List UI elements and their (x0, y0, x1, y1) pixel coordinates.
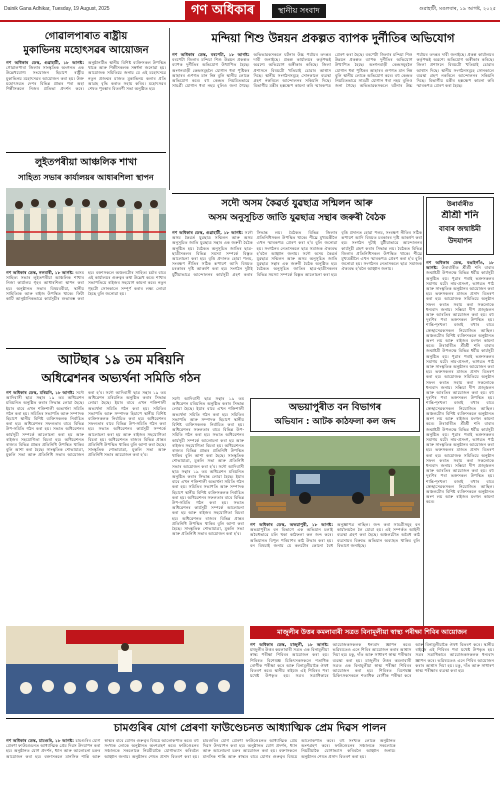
conference-headline-2: অধিৱেশনৰ অভ্যৰ্থনা সমিতি গঠন (41, 371, 201, 385)
goalpara-body (6, 60, 166, 150)
forest-text: অভয়াপুৰীত বন বিভাগে এক অভিযান চলাই অবৈধভাৱে চলি থকা কাঠফলা কল জব্দ কৰে। অভিযানত বিপুল পৰিমাণৰ কাঠ উদ্ধাৰ কৰা হয়। বন বিষয়াই জনায় যে কলটোৰ কোনো বৈধ অনুজ্ঞাপত্ৰ নাছিল। জব্দ কৰা সামগ্ৰীসমূহ বন কাৰ্যালয়লৈ লৈ যোৱা হয়। এই সম্পৰ্কত আইনী ব্যৱস্থা গ্ৰহণ কৰা হৈছে। অঞ্চলটোত অবৈধ কাঠ ব্যৱসায়ৰ বিৰুদ্ধে অভিযান অব্যাহত থাকিব বুলি বিভাগে জনাইছে। (250, 522, 420, 548)
library-body (6, 270, 166, 344)
shani-text: উৰাৰ্বাৰীত শ্ৰীশ্ৰী শনি বাবাৰ জন্মাষ্টমী উপলক্ষে বিভিন্ন ধৰ্মীয় কাৰ্যসূচী অনুষ্ঠিত হয়। পুৱাৰ পৰাই ভক্তসকলৰ সমাগম ঘটে। নাম-প্ৰসংগ, ভাগৱত পাঠ আৰু সাংস্কৃতিক অনুষ্ঠানৰ আয়োজন কৰা হয়। ভক্তসকলৰ মাজত প্ৰসাদ বিতৰণ কৰা হয়। আয়োজক সমিতিয়ে অনুষ্ঠান সফল কৰাত সহায় কৰা সকলোকে ধন্যবাদ জনায়। সন্ধিয়া দীপ প্ৰজ্জ্বলন আৰু আৰতিৰ আয়োজন কৰা হয়। বহু দূৰণিৰ পৰা ভক্তসকল উপস্থিত হয়। শান্তি-শৃংখলা বজাই ৰখাৰ বাবে স্বেচ্ছাসেৱকসকল নিয়োজিত আছিল। অঞ্চলটোৰ বিশিষ্ট ব্যক্তিসকলে অনুষ্ঠানত অংশ লয় আৰু ৰাইজৰ মংগল কামনা কৰে। (426, 265, 494, 349)
library-byline: গণ অধিকাৰ ডেস্ক, নলবাৰী, ১৮ আগষ্ট: (6, 270, 76, 275)
yoga-body (6, 738, 494, 790)
anganwadi-text-cont: বৰপেটা জিলাৰ মন্দিয়া শিশু উন্নয়ন প্ৰকল্পত ব্যাপক দুৰ্নীতিৰ অভিযোগ উত্থাপিত হৈছে। অংগনবাড়ী কেন্দ্ৰসমূহলৈ যোগান ধৰা পুষ্টিকৰ আহাৰৰ গুণগত মান নিম্ন বুলি স্থানীয় লোকে অভিযোগ কৰে। বহু কেন্দ্ৰত নিয়মিতভাৱে সামগ্ৰী যোগান ধৰা নহয় বুলিও জনা গৈছে। অভিভাৱকসকলে ঘটনাৰ উচ্চ পৰ্যায়ৰ তদন্তৰ দাবী জনাইছে। প্ৰকল্প কাৰ্যালয়ৰ কৰ্তৃপক্ষই অৱশ্যে অভিযোগ অস্বীকাৰ কৰিছে। জিলা প্ৰশাসনে বিষয়টো খতিয়াই চোৱাৰ আশ্বাস দিছে। স্থানীয় সংগঠনসমূহে সোনকালে ব্যৱস্থা গ্ৰহণ নকৰিলে আন্দোলনৰ সকিয়নি দিছে। বিভাগীয় মন্ত্ৰীৰ হস্তক্ষেপ কামনা কৰি স্মাৰকপত্ৰ প্ৰেৰণ কৰা হৈছে। (335, 52, 494, 89)
forest-body (250, 522, 420, 622)
newspaper-logo: গণ অধিকাৰ (185, 1, 260, 21)
anganwadi-headline: মন্দিয়া শিশু উন্নয়ন প্ৰকল্পত ব্যাপক দুৰ্নীতিৰ অভিযোগ (211, 31, 455, 45)
anganwadi-text: বৰপেটা জিলাৰ মন্দিয়া শিশু উন্নয়ন প্ৰকল্পত ব্যাপক দুৰ্নীতিৰ অভিযোগ উত্থাপিত হৈছে। অংগনবাড়ী কেন্দ্ৰসমূহলৈ যোগান ধৰা পুষ্টিকৰ আহাৰৰ গুণগত মান নিম্ন বুলি স্থানীয় লোকে অভিযোগ কৰে। বহু কেন্দ্ৰত নিয়মিতভাৱে সামগ্ৰী যোগান ধৰা নহয় বুলিও জনা গৈছে। অভিভাৱকসকলে ঘটনাৰ উচ্চ পৰ্যায়ৰ তদন্তৰ দাবী জনাইছে। প্ৰকল্প কাৰ্যালয়ৰ কৰ্তৃপক্ষই অৱশ্যে অভিযোগ অস্বীকাৰ কৰিছে। জিলা প্ৰশাসনে বিষয়টো খতিয়াই চোৱাৰ আশ্বাস দিছে। স্থানীয় সংগঠনসমূহে সোনকালে ব্যৱস্থা গ্ৰহণ নকৰিলে আন্দোলনৰ সকিয়নি দিছে। বিভাগীয় মন্ত্ৰীৰ হস্তক্ষেপ কামনা কৰি স্মাৰকপত্ৰ প্ৰেৰণ কৰা হৈছে। (172, 52, 366, 89)
student-text-cont: সদৌ অসম কৈৱৰ্ত যুৱছাত্ৰ সন্মিলন আৰু অসম অনুসূচিত জাতি যুৱছাত্ৰ সন্থাৰ এক জৰুৰী বৈঠক অনুষ্ঠিত হয়। বৈঠকত অনুসূচিত জাতিৰ ছাত্ৰ-ছাত্ৰীসকলৰ বিভিন্ন সমস্যা সম্পৰ্কে বিস্তৃত আলোচনা কৰা হয়। বৃত্তি প্ৰদানত হোৱা পলম, সংৰক্ষণ নীতিৰ সঠিক ৰূপায়ণ আদি বিষয়ত চৰকাৰৰ দৃষ্টি আকৰ্ষণ কৰা হয়। সংগঠন দুটাই যুটীয়াভাৱে আন্দোলনৰ কাৰ্যসূচী গ্ৰহণ কৰাৰ সিদ্ধান্ত লয়। বৈঠকত বিভিন্ন জিলাৰ প্ৰতিনিধিসকল উপস্থিত থাকে। শীঘ্ৰে মুখ্যমন্ত্ৰীলৈ এখন স্মাৰকপত্ৰ প্ৰেৰণ কৰা হ'ব বুলি জনোৱা হয়। সংগঠনৰ নেতাসকলে ছাত্ৰ সমাজক ঐক্যবদ্ধ হ'বলৈ আহ্বান জনায়। (256, 230, 422, 277)
divider (6, 718, 494, 719)
shani-headline-3: বাবাৰ জন্মাষ্টমী (439, 225, 481, 233)
yoga-photo (6, 626, 244, 714)
library-headline-2: সাহিত্য সভাৰ কাৰ্যালয়ৰ আধাৰশিলা স্থাপন (18, 173, 154, 182)
masthead (0, 0, 500, 22)
yoga-byline: গণ অধিকাৰ ডেস্ক, চামগুৰি, ১৮ আগষ্ট: (6, 738, 76, 743)
health-headline: মাজুলীৰ উত্তৰ কমলাবাৰী সত্ৰত বিনামূলীয়া স্বাস্থ্য পৰীক্ষা শিবিৰ আয়োজন (250, 626, 494, 639)
anganwadi-body (172, 52, 494, 190)
conference-text-cont: সদৌ আদিবাসী ছাত্ৰ সন্থাৰ ১৯ তম অধিৱেশন মৰিয়নিত অনুষ্ঠিত কৰাৰ সিদ্ধান্ত লোৱা হৈছে। ইয়াৰ বাবে এখন শক্তিশালী অভ্যৰ্থনা সমিতি গঠন কৰা হয়। সমিতিৰ সভাপতি আৰু সম্পাদক হিচাপে স্থানীয় বিশিষ্ট ব্যক্তিসকলক নিৰ্বাচিত কৰা হয়। অধিৱেশনৰ সফলতাৰ বাবে বিভিন্ন উপ-সমিতি গঠন কৰা হয়। সভাত অধিৱেশনৰ কাৰ্যসূচী সম্পৰ্কে আলোচনা কৰা হয় আৰু ৰাইজৰ সহযোগিতা বিচৰা হয়। অধিৱেশনত ৰাজ্যৰ বিভিন্ন প্ৰান্তৰ প্ৰতিনিধি উপস্থিত থাকিব বুলি আশা কৰা হৈছে। সাংস্কৃতিক শোভাযাত্ৰা, মুকলি সভা আৰু প্ৰতিনিধি সভাৰ আয়োজন কৰা হ'ব। (88, 390, 166, 458)
divider (6, 152, 166, 153)
divider (172, 193, 494, 194)
shani-body (426, 260, 494, 652)
student-headline-1: সদৌ অসম কৈৱৰ্ত যুৱছাত্ৰ সন্মিলন আৰু (221, 198, 373, 209)
forest-byline: গণ অধিকাৰ ডেস্ক, অভয়াপুৰী, ১৮ আগষ্ট: (250, 522, 333, 527)
column-divider (169, 28, 170, 190)
goalpara-headline-1: গোৱালপাৰাত ৰাষ্ট্ৰীয় (44, 31, 128, 42)
goalpara-byline: গণ অধিকাৰ ডেস্ক, গুৱাহাটী, ১৮ আগষ্ট: (6, 60, 84, 65)
health-text: মাজুলীৰ উত্তৰ কমলাবাৰী সত্ৰত এক বিনামূলীয়া স্বাস্থ্য পৰীক্ষা শিবিৰৰ আয়োজন কৰা হয়। শিবিৰত বিশেষজ্ঞ চিকিৎসকসকলে শতাধিক ৰোগীক পৰীক্ষা কৰে আৰু বিনামূলীয়াকৈ ঔষধ বিতৰণ কৰে। স্থানীয় ৰাইজে এই শিবিৰৰ পৰা যথেষ্ট উপকৃত হয়। সত্ৰৰ সত্ৰাধিকাৰে আয়োজকসকলক ধন্যবাদ জ্ঞাপন কৰে। ভৱিষ্যতেও এনে শিবিৰ আয়োজন কৰাৰ আশ্বাস দিয়া হয়। চকু, দাঁত আৰু সাধাৰণ স্বাস্থ্য পৰীক্ষাৰ ব্যৱস্থা কৰা হয়। (250, 642, 412, 679)
masthead-date-as: গুৱাহাটী, মঙলবাৰ, ১৯ আগষ্ট, ২০২৫ (419, 6, 496, 12)
conference-text-cont3: সদৌ আদিবাসী ছাত্ৰ সন্থাৰ ১৯ তম অধিৱেশন মৰিয়নিত অনুষ্ঠিত কৰাৰ সিদ্ধান্ত লোৱা হৈছে। ইয়াৰ বাবে এখন শক্তিশালী অভ্যৰ্থনা সমিতি গঠন কৰা হয়। সমিতিৰ সভাপতি আৰু সম্পাদক হিচাপে স্থানীয় বিশিষ্ট ব্যক্তিসকলক নিৰ্বাচিত কৰা হয়। অধিৱেশনৰ সফলতাৰ বাবে বিভিন্ন উপ-সমিতি গঠন কৰা হয়। সভাত অধিৱেশনৰ কাৰ্যসূচী সম্পৰ্কে আলোচনা কৰা হয় আৰু ৰাইজৰ সহযোগিতা বিচৰা হয়। অধিৱেশনত ৰাজ্যৰ বিভিন্ন প্ৰান্তৰ প্ৰতিনিধি উপস্থিত থাকিব বুলি আশা কৰা হৈছে। সাংস্কৃতিক শোভাযাত্ৰা, মুকলি সভা আৰু প্ৰতিনিধি সভাৰ আয়োজন কৰা হ'ব। (172, 463, 244, 537)
column-divider (423, 196, 424, 652)
section-tag: স্থানীয় সংবাদ (272, 4, 326, 18)
shani-text-cont: উৰাৰ্বাৰীত শ্ৰীশ্ৰী শনি বাবাৰ জন্মাষ্টমী উপলক্ষে বিভিন্ন ধৰ্মীয় কাৰ্যসূচী অনুষ্ঠিত হয়। পুৱাৰ পৰাই ভক্তসকলৰ সমাগম ঘটে। নাম-প্ৰসংগ, ভাগৱত পাঠ আৰু সাংস্কৃতিক অনুষ্ঠানৰ আয়োজন কৰা হয়। ভক্তসকলৰ মাজত প্ৰসাদ বিতৰণ কৰা হয়। আয়োজক সমিতিয়ে অনুষ্ঠান সফল কৰাত সহায় কৰা সকলোকে ধন্যবাদ জনায়। সন্ধিয়া দীপ প্ৰজ্জ্বলন আৰু আৰতিৰ আয়োজন কৰা হয়। বহু দূৰণিৰ পৰা ভক্তসকল উপস্থিত হয়। শান্তি-শৃংখলা বজাই ৰখাৰ বাবে স্বেচ্ছাসেৱকসকল নিয়োজিত আছিল। অঞ্চলটোৰ বিশিষ্ট ব্যক্তিসকলে অনুষ্ঠানত অংশ লয় আৰু ৰাইজৰ মংগল কামনা কৰে। (426, 343, 494, 427)
yoga-text: চামগুৰিৰ যোগ প্ৰেৰণা ফাউণ্ডেচনত আধ্যাত্মিক প্ৰেম দিৱস উদযাপন কৰা হয়। অনুষ্ঠানত যোগ প্ৰদৰ্শন, ধ্যান আৰু আলোচনা চক্ৰৰ আয়োজন কৰা হয়। বক্তাসকলে মানসিক শান্তি আৰু স্বাস্থ্যৰ বাবে যোগৰ গুৰুত্বৰ বিষয়ে আলোকপাত কৰে। বহু সংখ্যক লোকে অনুষ্ঠানত অংশগ্ৰহণ কৰে। ফাউণ্ডেচনৰ সঞ্চালকে সকলোকে নিয়মীয়াকৈ যোগাভ্যাস কৰিবলৈ আহ্বান জনায়। অনুষ্ঠানৰ শেষত প্ৰসাদ বিতৰণ কৰা হয়। (6, 738, 199, 759)
anganwadi-byline: গণ অধিকাৰ ডেস্ক, বৰপেটা, ১৮ আগষ্ট: (172, 52, 250, 57)
student-byline: গণ অধিকাৰ ডেস্ক, গুৱাহাটী, ১৮ আগষ্ট: (172, 230, 245, 235)
conference-byline: গণ অধিকাৰ ডেস্ক, মৰিয়নি, ১৮ আগষ্ট: (6, 390, 77, 395)
student-headline-2: অসম অনুসূচিত জাতি যুৱছাত্ৰ সন্থাৰ জৰুৰী বৈঠক (208, 213, 386, 223)
shani-text-cont2: উৰাৰ্বাৰীত শ্ৰীশ্ৰী শনি বাবাৰ জন্মাষ্টমী উপলক্ষে বিভিন্ন ধৰ্মীয় কাৰ্যসূচী অনুষ্ঠিত হয়। পুৱাৰ পৰাই ভক্তসকলৰ সমাগম ঘটে। নাম-প্ৰসংগ, ভাগৱত পাঠ আৰু সাংস্কৃতিক অনুষ্ঠানৰ আয়োজন কৰা হয়। ভক্তসকলৰ মাজত প্ৰসাদ বিতৰণ কৰা হয়। আয়োজক সমিতিয়ে অনুষ্ঠান সফল কৰাত সহায় কৰা সকলোকে ধন্যবাদ জনায়। সন্ধিয়া দীপ প্ৰজ্জ্বলন আৰু আৰতিৰ আয়োজন কৰা হয়। বহু দূৰণিৰ পৰা ভক্তসকল উপস্থিত হয়। শান্তি-শৃংখলা বজাই ৰখাৰ বাবে স্বেচ্ছাসেৱকসকল নিয়োজিত আছিল। অঞ্চলটোৰ বিশিষ্ট ব্যক্তিসকলে অনুষ্ঠানত অংশ লয় আৰু ৰাইজৰ মংগল কামনা কৰে। (426, 421, 494, 505)
health-text-cont: মাজুলীৰ উত্তৰ কমলাবাৰী সত্ৰত এক বিনামূলীয়া স্বাস্থ্য পৰীক্ষা শিবিৰৰ আয়োজন কৰা হয়। শিবিৰত বিশেষজ্ঞ চিকিৎসকসকলে শতাধিক ৰোগীক পৰীক্ষা কৰে আৰু বিনামূলীয়াকৈ ঔষধ বিতৰণ কৰে। স্থানীয় ৰাইজে এই শিবিৰৰ পৰা যথেষ্ট উপকৃত হয়। সত্ৰৰ সত্ৰাধিকাৰে আয়োজকসকলক ধন্যবাদ জ্ঞাপন কৰে। ভৱিষ্যতেও এনে শিবিৰ আয়োজন কৰাৰ আশ্বাস দিয়া হয়। চকু, দাঁত আৰু সাধাৰণ স্বাস্থ্য পৰীক্ষাৰ ব্যৱস্থা কৰা হয়। (332, 642, 494, 679)
divider (6, 348, 166, 349)
yoga-text-cont: চামগুৰিৰ যোগ প্ৰেৰণা ফাউণ্ডেচনত আধ্যাত্মিক প্ৰেম দিৱস উদযাপন কৰা হয়। অনুষ্ঠানত যোগ প্ৰদৰ্শন, ধ্যান আৰু আলোচনা চক্ৰৰ আয়োজন কৰা হয়। বক্তাসকলে মানসিক শান্তি আৰু স্বাস্থ্যৰ বাবে যোগৰ গুৰুত্বৰ বিষয়ে আলোকপাত কৰে। বহু সংখ্যক লোকে অনুষ্ঠানত অংশগ্ৰহণ কৰে। ফাউণ্ডেচনৰ সঞ্চালকে সকলোকে নিয়মীয়াকৈ যোগাভ্যাস কৰিবলৈ আহ্বান জনায়। অনুষ্ঠানৰ শেষত প্ৰসাদ বিতৰণ কৰা হয়। (202, 738, 396, 759)
library-headline-1: লুইতপৰীয়া আঞ্চলিক শাখা (35, 157, 137, 168)
health-byline: গণ অধিকাৰ ডেস্ক, মাজুলী, ১৮ আগষ্ট: (250, 642, 329, 647)
shani-byline: গণ অধিকাৰ ডেস্ক, বঙাইগাঁও, ১৮ আগষ্ট: (426, 260, 494, 271)
conference-text: সদৌ আদিবাসী ছাত্ৰ সন্থাৰ ১৯ তম অধিৱেশন মৰিয়নিত অনুষ্ঠিত কৰাৰ সিদ্ধান্ত লোৱা হৈছে। ইয়াৰ বাবে এখন শক্তিশালী অভ্যৰ্থনা সমিতি গঠন কৰা হয়। সমিতিৰ সভাপতি আৰু সম্পাদক হিচাপে স্থানীয় বিশিষ্ট ব্যক্তিসকলক নিৰ্বাচিত কৰা হয়। অধিৱেশনৰ সফলতাৰ বাবে বিভিন্ন উপ-সমিতি গঠন কৰা হয়। সভাত অধিৱেশনৰ কাৰ্যসূচী সম্পৰ্কে আলোচনা কৰা হয় আৰু ৰাইজৰ সহযোগিতা বিচৰা হয়। অধিৱেশনত ৰাজ্যৰ বিভিন্ন প্ৰান্তৰ প্ৰতিনিধি উপস্থিত থাকিব বুলি আশা কৰা হৈছে। সাংস্কৃতিক শোভাযাত্ৰা, মুকলি সভা আৰু প্ৰতিনিধি সভাৰ আয়োজন কৰা হ'ব। (6, 390, 106, 458)
forest-headline-2: অভিযান : আটক কাঠফলা কল জব্দ (274, 417, 396, 427)
forest-headline-1: অভয়াপুৰীত বন বিভাগৰ (288, 402, 382, 413)
yoga-headline: চামগুৰিৰ যোগ প্ৰেৰণা ফাউণ্ডেচনত আধ্যাত্মিক প্ৰেম দিৱস পালন (113, 722, 387, 734)
shani-headline-2: শ্ৰীশ্ৰী শনি (441, 210, 479, 221)
student-text: সদৌ অসম কৈৱৰ্ত যুৱছাত্ৰ সন্মিলন আৰু অসম অনুসূচিত জাতি যুৱছাত্ৰ সন্থাৰ এক জৰুৰী বৈঠক অনুষ্ঠিত হয়। বৈঠকত অনুসূচিত জাতিৰ ছাত্ৰ-ছাত্ৰীসকলৰ বিভিন্ন সমস্যা সম্পৰ্কে বিস্তৃত আলোচনা কৰা হয়। বৃত্তি প্ৰদানত হোৱা পলম, সংৰক্ষণ নীতিৰ সঠিক ৰূপায়ণ আদি বিষয়ত চৰকাৰৰ দৃষ্টি আকৰ্ষণ কৰা হয়। সংগঠন দুটাই যুটীয়াভাৱে আন্দোলনৰ কাৰ্যসূচী গ্ৰহণ কৰাৰ সিদ্ধান্ত লয়। বৈঠকত বিভিন্ন জিলাৰ প্ৰতিনিধিসকল উপস্থিত থাকে। শীঘ্ৰে মুখ্যমন্ত্ৰীলৈ এখন স্মাৰকপত্ৰ প্ৰেৰণ কৰা হ'ব বুলি জনোৱা হয়। সংগঠনৰ নেতাসকলে ছাত্ৰ সমাজক ঐক্যবদ্ধ হ'বলৈ আহ্বান জনায়। (172, 230, 338, 277)
conference-body (6, 390, 166, 622)
goalpara-text: গোৱালপাৰা জিলাৰ সাংস্কৃতিক অংগনত এক উল্লেখযোগ্য সংযোজন হিচাপে ৰাষ্ট্ৰীয় মুকাভিনয় মহোৎসৱৰ আয়োজন কৰা হয়। উক্ত মহোৎসৱত দেশৰ বিভিন্ন প্ৰান্তৰ পৰা অহা শিল্পীসকলে নিজৰ প্ৰতিভা প্ৰদৰ্শন কৰে। অনুষ্ঠানটিত স্থানীয় বিশিষ্ট ব্যক্তিসকল উপস্থিত থাকে আৰু শিল্পীসকলক সম্বৰ্ধনা জনোৱা হয়। আয়োজক সমিতিয়ে জনায় যে এই মহোৎসৱে নতুন প্ৰজন্মৰ মাজত মুকাভিনয় কলাৰ প্ৰতি আগ্ৰহ বৃদ্ধি কৰাত সহায় কৰিব। মহোৎসৱৰ শেষত পুৰস্কাৰ বিতৰণী সভা অনুষ্ঠিত হয়। (6, 60, 166, 92)
library-photo (6, 188, 166, 266)
conference-text-cont2: সদৌ আদিবাসী ছাত্ৰ সন্থাৰ ১৯ তম অধিৱেশন মৰিয়নিত অনুষ্ঠিত কৰাৰ সিদ্ধান্ত লোৱা হৈছে। ইয়াৰ বাবে এখন শক্তিশালী অভ্যৰ্থনা সমিতি গঠন কৰা হয়। সমিতিৰ সভাপতি আৰু সম্পাদক হিচাপে স্থানীয় বিশিষ্ট ব্যক্তিসকলক নিৰ্বাচিত কৰা হয়। অধিৱেশনৰ সফলতাৰ বাবে বিভিন্ন উপ-সমিতি গঠন কৰা হয়। সভাত অধিৱেশনৰ কাৰ্যসূচী সম্পৰ্কে আলোচনা কৰা হয় আৰু ৰাইজৰ সহযোগিতা বিচৰা হয়। অধিৱেশনত ৰাজ্যৰ বিভিন্ন প্ৰান্তৰ প্ৰতিনিধি উপস্থিত থাকিব বুলি আশা কৰা হৈছে। সাংস্কৃতিক শোভাযাত্ৰা, মুকলি সভা আৰু প্ৰতিনিধি সভাৰ আয়োজন কৰা হ'ব। (172, 396, 244, 469)
shani-headline-4: উদযাপন (447, 237, 473, 245)
conference-body-cont (172, 396, 244, 622)
library-text: অসম সাহিত্য সভাৰ লুইতপৰীয়া আঞ্চলিক শাখাৰ নিজা কাৰ্যালয় গৃহৰ আধাৰশিলা স্থাপন কৰা হয়। অনুষ্ঠানত সভাৰ বিষয়ববীয়া, স্থানীয় সাহিত্যিক আৰু ৰাইজ উপস্থিত থাকে। ফিটা কাটি আনুষ্ঠানিকভাৱে কাৰ্যসূচীৰ শুভাৰম্ভ কৰা হয়। বক্তাসকলে অঞ্চলটোৰ সাহিত্য চৰ্চাৰ বাবে এই কাৰ্যালয়ৰ গুৰুত্বৰ কথা উল্লেখ কৰে। শাখাৰ সভাপতিয়ে ৰাইজৰ সহযোগ কামনা কৰে। নতুন গৃহটো সোনকালে সম্পূৰ্ণ কৰাৰ লক্ষ্য লোৱা হৈছে বুলি জনোৱা হয়। (6, 270, 166, 302)
shani-headline-1: উৰাৰ্বাৰীত (446, 200, 474, 208)
goalpara-headline-2: মুকাভিনয় মহোৎসৱৰ আয়োজন (23, 45, 149, 56)
conference-headline-1: আটছাৰ ১৯ তম মৰিয়নি (57, 353, 185, 368)
masthead-date-en: Dainik Gana Adhikar, Tuesday, 19 August, 2025 (4, 6, 110, 12)
forest-photo (250, 436, 420, 518)
